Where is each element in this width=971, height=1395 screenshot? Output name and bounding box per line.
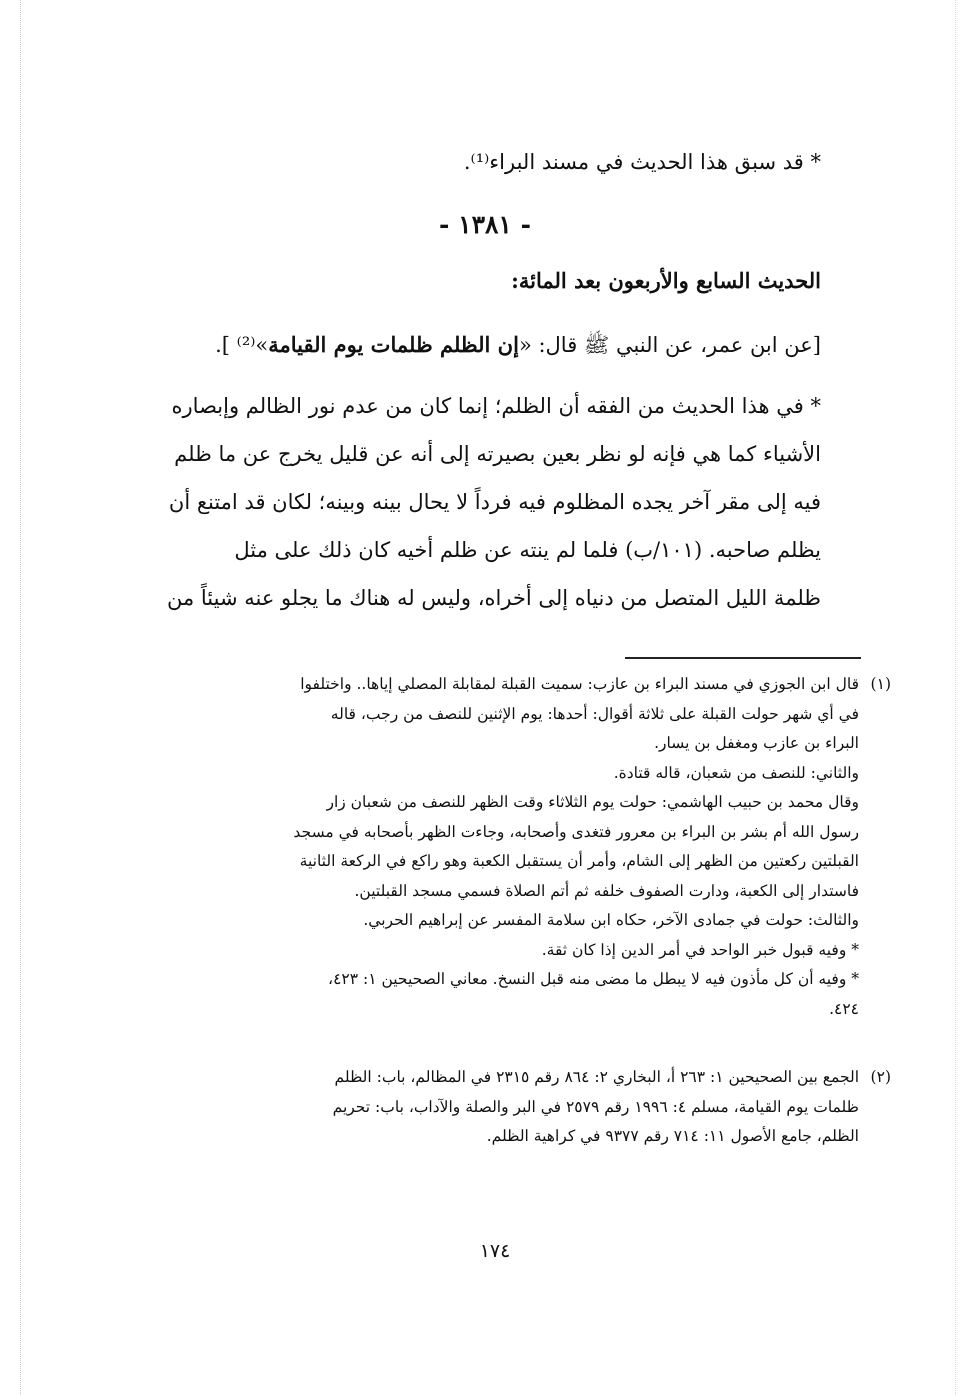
footnote-divider — [625, 657, 861, 659]
page-number: ١٧٤ — [479, 1240, 511, 1262]
footnote-number: (١) — [870, 675, 891, 693]
scan-margin-dots-left — [20, 0, 22, 1395]
footnote-number: (٢) — [870, 1068, 891, 1086]
footnote-line: البراء بن عازب ومغفل بن يسار. — [654, 734, 859, 752]
commentary-line: يظلم صاحبه. (١٠١/ب) فلما لم ينته عن ظلم أخيه كان ذلك على مثل — [234, 538, 821, 562]
footnote-line: ظلمات يوم القيامة، مسلم ٤: ١٩٩٦ رقم ٢٥٧٩ في البر والصلة والآداب، باب: تحريم — [332, 1097, 859, 1116]
footnote-line: قال ابن الجوزي في مسند البراء بن عازب: سميت القبلة لمقابلة المصلي إياها.. واختلفوا — [300, 675, 859, 693]
footnote-line: والثالث: حولت في جمادى الآخر، حكاه ابن سلامة المفسر عن إبراهيم الحربي. — [363, 911, 859, 929]
commentary-line: * في هذا الحديث من الفقه أن الظلم؛ إنما كان من عدم نور الظالم وإبصاره — [171, 394, 821, 418]
footnote-line: والثاني: للنصف من شعبان، قاله قتادة. — [613, 763, 859, 782]
footnote-line: * وفيه قبول خبر الواحد في أمر الدين إذا كان ثقة. — [541, 940, 859, 959]
hadith-prefix: [عن ابن عمر، عن النبي ﷺ قال: « — [518, 333, 821, 357]
footnote-line: الظلم، جامع الأصول ١١: ٧١٤ رقم ٩٣٧٧ في كراهية الظلم. — [486, 1127, 859, 1145]
commentary-line: فيه إلى مقر آخر يجده المظلوم فيه فرداً لا يحال بينه وبينه؛ لكان قد امتنع أن — [168, 490, 821, 514]
footnote-line: الجمع بين الصحيحين ١: ٢٦٣ أ، البخاري ٢: ٨٦٤ رقم ٢٣١٥ في المظالم، باب: الظلم — [334, 1068, 859, 1086]
commentary-line: ظلمة الليل المتصل من دنياه إلى أخراه، وليس له هناك ما يجلو عنه شيئاً من — [167, 586, 821, 610]
commentary-line: الأشياء كما هي فإنه لو نظر بعين بصيرته إلى أنه عن قليل يخرج عن ما ظلم — [174, 442, 821, 466]
section-heading: الحديث السابع والأربعون بعد المائة: — [511, 268, 821, 293]
hadith-number: - ١٣٨١ - — [439, 210, 531, 239]
footnote-line: فاستدار إلى الكعبة، ودارت الصفوف خلفه ثم أتم الصلاة فسمي مسجد القبلتين. — [354, 881, 859, 900]
footnote-1 — [114, 670, 891, 1024]
footnote-line: القبلتين ركعتين من الظهر إلى الشام، وأمر أن يستقبل الكعبة وهو راكع في الركعة الثانية — [299, 852, 859, 870]
footnote-2 — [114, 1063, 891, 1152]
footnote-line: رسول الله أم بشر بن البراء بن معرور فتغدى وأصحابه، وجاءت الظهر بأصحابه في مسجد — [293, 822, 859, 841]
scan-margin-dots-right — [955, 0, 957, 1395]
hadith-text — [140, 332, 821, 363]
intro-line: * قد سبق هذا الحديث في مسند البراء⁽¹⁾. — [463, 150, 821, 174]
footnote-line: في أي شهر حولت القبلة على ثلاثة أقوال: أحدها: يوم الإثنين للنصف من رجب، قاله — [330, 704, 859, 723]
footnote-line: ٤٢٤. — [829, 999, 859, 1018]
hadith-quote: إن الظلم ظلمات يوم القيامة — [268, 332, 519, 357]
commentary-paragraph — [141, 382, 821, 622]
footnote-line: وقال محمد بن حبيب الهاشمي: حولت يوم الثلاثاء وقت الظهر للنصف من شعبان زار — [326, 793, 859, 811]
hadith-suffix: »⁽²⁾ ]. — [215, 333, 269, 357]
footnote-line: * وفيه أن كل مأذون فيه لا يبطل ما مضى منه قبل النسخ. معاني الصحيحين ١: ٤٢٣، — [328, 970, 859, 988]
